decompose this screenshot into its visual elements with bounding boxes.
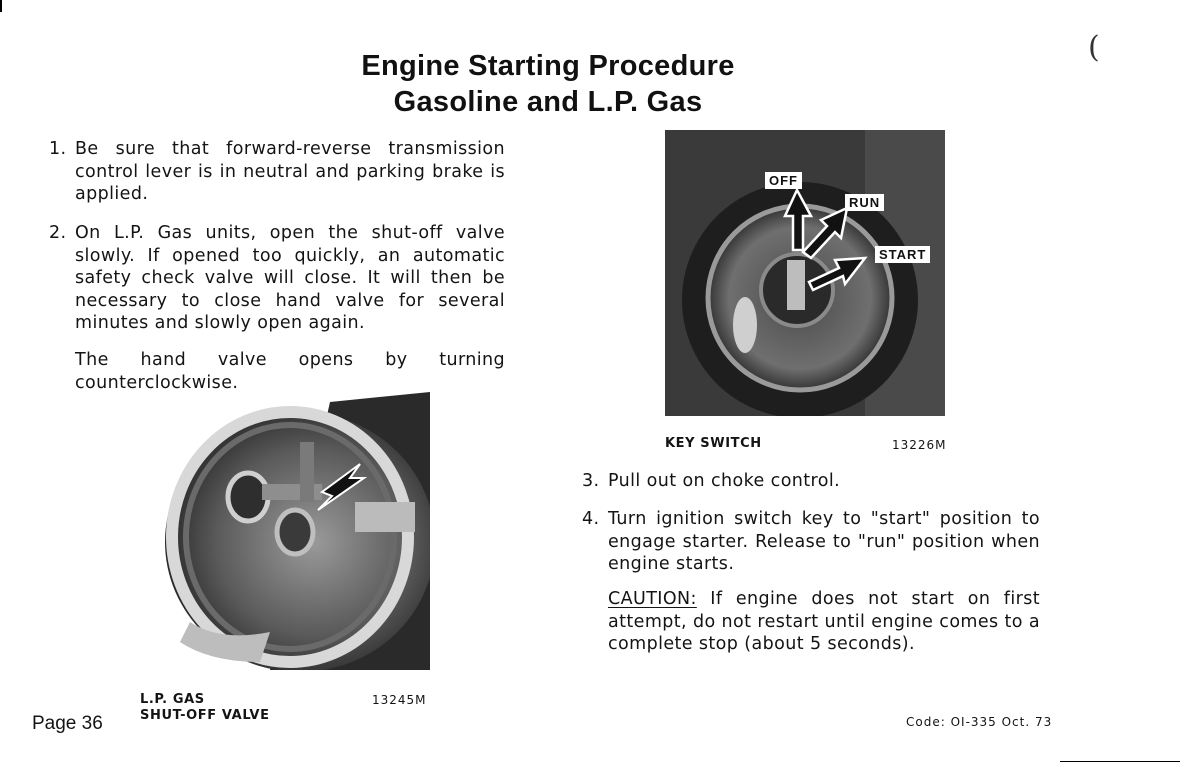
- caution-text: If engine does not start on first attempt, do not restart until engine comes to a complete stop (about 5 seconds).: [608, 589, 1040, 654]
- document-code: Code: OI-335 Oct. 73: [906, 715, 1053, 729]
- step-number: 1.: [49, 139, 67, 159]
- shutoff-caption-line1: L.P. GAS: [140, 692, 205, 707]
- shutoff-valve-photo: [150, 392, 430, 670]
- step-text: Be sure that forward-reverse transmission control lever is in neutral and parking brake is applied.: [75, 139, 505, 204]
- key-switch-caption: KEY SWITCH: [665, 436, 762, 451]
- key-switch-photo: [665, 130, 945, 416]
- key-switch-illustration: [665, 130, 945, 416]
- step-text: Pull out on choke control.: [608, 471, 841, 491]
- step-text: On L.P. Gas units, open the shut-off valve slowly. If opened too quickly, an automatic safety check valve will close. It will then be necessary to close hand valve for several minutes and slowly open again.: [75, 223, 505, 333]
- key-switch-run-label: RUN: [845, 194, 884, 211]
- page-number: Page 36: [32, 713, 103, 734]
- step-3: [582, 470, 1038, 493]
- step-number: 2.: [49, 223, 67, 243]
- shutoff-code: 13245M: [372, 693, 427, 707]
- step-2: [49, 222, 505, 335]
- step-number: 3.: [582, 471, 600, 491]
- key-switch-code: 13226M: [892, 438, 947, 452]
- shutoff-caption-line2: SHUT-OFF VALVE: [140, 708, 270, 723]
- step-4: [582, 508, 1040, 576]
- page-subtitle: Gasoline and L.P. Gas: [393, 86, 703, 118]
- page-title: Engine Starting Procedure: [361, 50, 735, 82]
- hand-valve-note: The hand valve opens by turning counterclockwise.: [75, 350, 505, 393]
- shutoff-valve-illustration: [150, 392, 430, 670]
- key-switch-start-label: START: [875, 246, 930, 263]
- margin-parenthesis: (: [1088, 30, 1100, 65]
- step-number: 4.: [582, 509, 600, 529]
- step-text: Turn ignition switch key to "start" position to engage starter. Release to "run" position when engine starts.: [608, 509, 1040, 574]
- left-edge-mark: [0, 0, 2, 12]
- key-switch-off-label: OFF: [765, 172, 802, 189]
- bottom-rule: [1060, 761, 1180, 762]
- caution-block: [608, 588, 1040, 656]
- step-1: [49, 138, 505, 206]
- caution-label: CAUTION:: [608, 589, 697, 609]
